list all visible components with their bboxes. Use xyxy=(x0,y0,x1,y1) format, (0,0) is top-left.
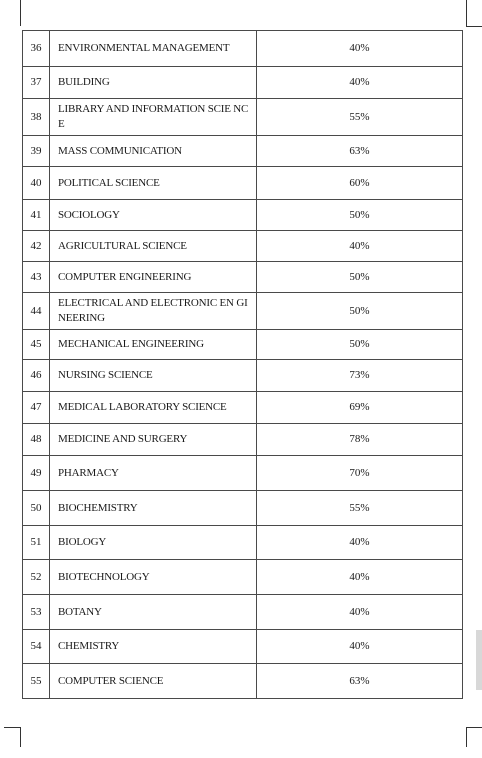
crop-mark-top-right xyxy=(466,0,467,26)
cutoff-percentage: 55% xyxy=(257,99,463,136)
table-row xyxy=(23,630,463,664)
table-row xyxy=(23,167,463,200)
row-number: 52 xyxy=(23,560,50,595)
cutoff-percentage: 40% xyxy=(257,231,463,262)
course-name: LIBRARY AND INFORMATION SCIE NCE xyxy=(50,99,257,136)
cutoff-percentage: 40% xyxy=(257,31,463,67)
crop-mark-bottom-right-h xyxy=(466,727,482,728)
cutoff-percentage: 40% xyxy=(257,526,463,560)
course-name: COMPUTER SCIENCE xyxy=(50,664,257,699)
crop-mark-bottom-right xyxy=(466,727,467,747)
course-name: MASS COMMUNICATION xyxy=(50,136,257,167)
table-row xyxy=(23,560,463,595)
course-name: NURSING SCIENCE xyxy=(50,360,257,392)
course-name: PHARMACY xyxy=(50,456,257,491)
table-row xyxy=(23,136,463,167)
course-name: POLITICAL SCIENCE xyxy=(50,167,257,200)
row-number: 45 xyxy=(23,330,50,360)
table-row xyxy=(23,595,463,630)
course-name: BIOLOGY xyxy=(50,526,257,560)
cutoff-percentage: 70% xyxy=(257,456,463,491)
table-row xyxy=(23,99,463,136)
cutoff-percentage: 50% xyxy=(257,293,463,330)
table-row xyxy=(23,31,463,67)
crop-mark-top-right-h xyxy=(466,26,482,27)
row-number: 37 xyxy=(23,67,50,99)
row-number: 46 xyxy=(23,360,50,392)
cutoff-percentage: 50% xyxy=(257,262,463,293)
course-name: MEDICAL LABORATORY SCIENCE xyxy=(50,392,257,424)
course-name: CHEMISTRY xyxy=(50,630,257,664)
course-name: MECHANICAL ENGINEERING xyxy=(50,330,257,360)
cutoff-percentage: 40% xyxy=(257,595,463,630)
table-row xyxy=(23,330,463,360)
course-name: MEDICINE AND SURGERY xyxy=(50,424,257,456)
cutoff-percentage: 50% xyxy=(257,330,463,360)
cutoff-percentage: 40% xyxy=(257,67,463,99)
page-edge-shadow xyxy=(476,630,482,690)
row-number: 54 xyxy=(23,630,50,664)
course-name: BUILDING xyxy=(50,67,257,99)
course-name: ELECTRICAL AND ELECTRONIC EN GINEERING xyxy=(50,293,257,330)
row-number: 55 xyxy=(23,664,50,699)
cutoff-percentage: 63% xyxy=(257,136,463,167)
table-row xyxy=(23,491,463,526)
cutoff-percentage: 50% xyxy=(257,200,463,231)
course-name: BIOCHEMISTRY xyxy=(50,491,257,526)
row-number: 40 xyxy=(23,167,50,200)
cutoff-percentage: 69% xyxy=(257,392,463,424)
cutoff-marks-table xyxy=(22,30,463,699)
row-number: 49 xyxy=(23,456,50,491)
course-name: BOTANY xyxy=(50,595,257,630)
row-number: 51 xyxy=(23,526,50,560)
row-number: 36 xyxy=(23,31,50,67)
row-number: 48 xyxy=(23,424,50,456)
cutoff-percentage: 63% xyxy=(257,664,463,699)
row-number: 47 xyxy=(23,392,50,424)
course-name: AGRICULTURAL SCIENCE xyxy=(50,231,257,262)
row-number: 38 xyxy=(23,99,50,136)
row-number: 43 xyxy=(23,262,50,293)
row-number: 50 xyxy=(23,491,50,526)
course-name: ENVIRONMENTAL MANAGEMENT xyxy=(50,31,257,67)
row-number: 41 xyxy=(23,200,50,231)
table-row xyxy=(23,456,463,491)
crop-mark-bottom-left-h xyxy=(4,727,21,728)
course-name: SOCIOLOGY xyxy=(50,200,257,231)
course-name: COMPUTER ENGINEERING xyxy=(50,262,257,293)
table-row xyxy=(23,664,463,699)
row-number: 39 xyxy=(23,136,50,167)
row-number: 53 xyxy=(23,595,50,630)
table-row xyxy=(23,231,463,262)
cutoff-percentage: 60% xyxy=(257,167,463,200)
table-row xyxy=(23,360,463,392)
cutoff-percentage: 78% xyxy=(257,424,463,456)
table-row xyxy=(23,293,463,330)
cutoff-percentage: 40% xyxy=(257,630,463,664)
crop-mark-top-left xyxy=(20,0,21,26)
row-number: 42 xyxy=(23,231,50,262)
table-row xyxy=(23,67,463,99)
table-row xyxy=(23,526,463,560)
cutoff-percentage: 55% xyxy=(257,491,463,526)
table-row xyxy=(23,424,463,456)
crop-mark-bottom-left xyxy=(20,727,21,747)
row-number: 44 xyxy=(23,293,50,330)
table-row xyxy=(23,262,463,293)
table-row xyxy=(23,392,463,424)
cutoff-percentage: 73% xyxy=(257,360,463,392)
table-row xyxy=(23,200,463,231)
course-name: BIOTECHNOLOGY xyxy=(50,560,257,595)
cutoff-percentage: 40% xyxy=(257,560,463,595)
